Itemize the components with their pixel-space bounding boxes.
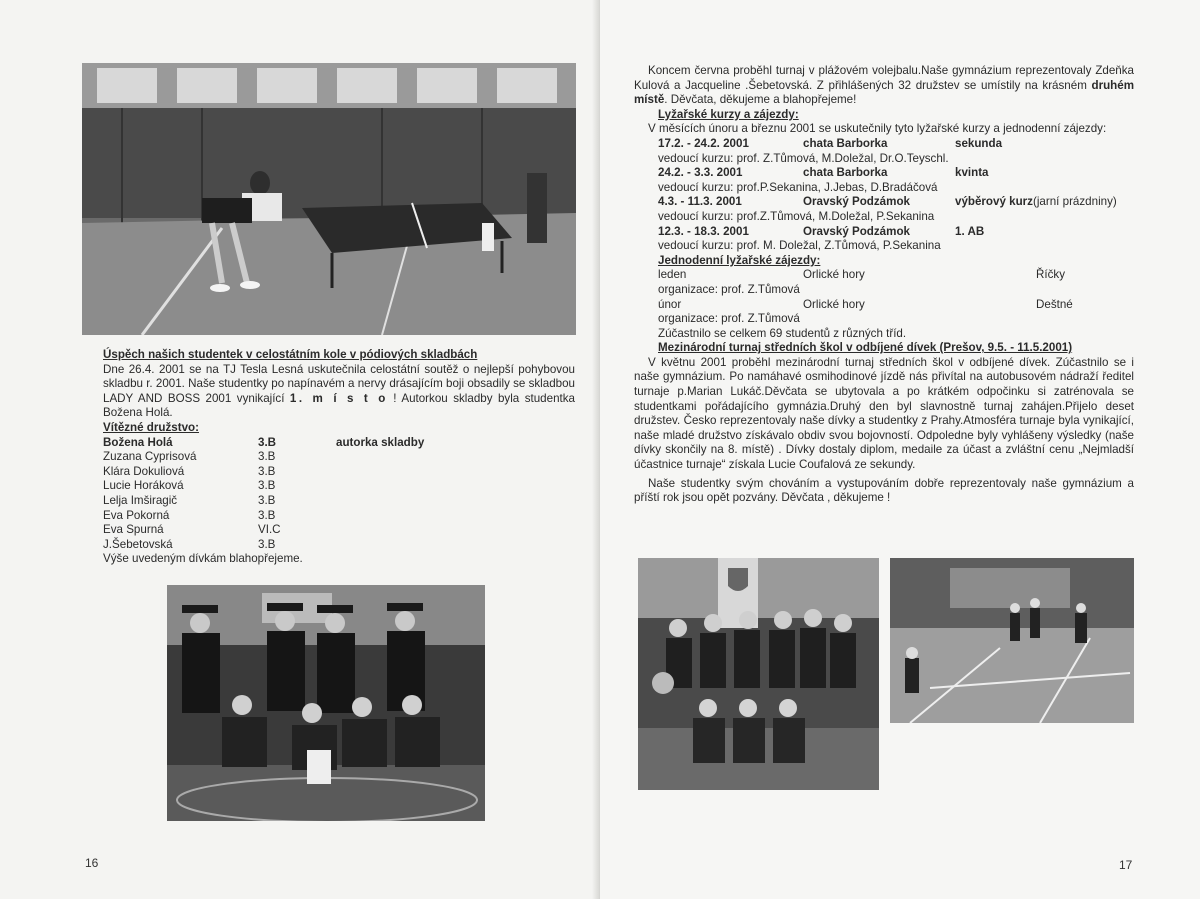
page-number-right: 17 [1119, 858, 1133, 872]
volleyball-place: druhém místě [634, 78, 1134, 107]
course-leaders: vedoucí kurzu: prof.Z.Tůmová, M.Doležal, P.Sekanina [658, 209, 935, 223]
right-page [600, 0, 1200, 899]
course-leaders: vedoucí kurzu: prof. Z.Tůmová, M.Doležal, Dr.O.Teyschl. [658, 151, 949, 165]
course-place: chata Barborka [803, 136, 888, 150]
dance-team-photo-icon [167, 585, 485, 821]
course-row [658, 166, 1134, 181]
team-member-class: 3.B [258, 493, 276, 507]
oneday-month: leden [658, 268, 687, 282]
volleyball-match-photo [890, 558, 1134, 723]
ski-total: Zúčastnilo se celkem 69 studentů z různých tříd. [658, 326, 907, 340]
tournament-p1: V květnu 2001 proběhl mezinárodní turnaj středních škol v odbíjené dívek. Zúčastnilo se i naše gymnázium. Po namáhavé osmihodinové jízdě nás přivítal na autobusovém nádraží ředitel turnaje p.Marian Lukáč.Děvčata se ubytovala a po krátkém odpočinku si zatrénovala se studentkami pořádajícího gymnázia.Druhý den byl slavnostně turnaj zahájen.Přijelo deset družstev. Česko reprezentovaly naše dívky a studentky z Prahy.Atmosféra turnaje byla vynikající, naše mladé družstvo získávalo obdiv svou bojovností. Odpoledne byly vyhlášeny výsledky (naše dívky skončily na 8. místě) . Dívky dostaly diplom, medaile za účast a zvláštní cenu „Nejmladší účastnice turnaje“ získala Lucie Coufalová ze sekundy. [634, 355, 1134, 472]
ski-intro: V měsících únoru a březnu 2001 se uskutečnily tyto lyžařské kurzy a jednodenní zájezdy: [648, 122, 1107, 136]
course-dates: 24.2. - 3.3. 2001 [658, 166, 743, 180]
course-dates: 12.3. - 18.3. 2001 [658, 224, 749, 238]
page-number-left: 16 [85, 856, 99, 870]
oneday-town: Deštné [1036, 297, 1073, 311]
oneday-heading: Jednodenní lyžařské zájezdy: [658, 253, 821, 267]
course-group: sekunda [955, 136, 1003, 150]
oneday-month: únor [658, 297, 682, 311]
team-member-class: VI.C [258, 523, 281, 537]
article-ski [634, 64, 1134, 506]
course-dates: 17.2. - 24.2. 2001 [658, 136, 749, 150]
team-member-note: autorka skladby [336, 435, 425, 449]
team-member-class: 3.B [258, 508, 276, 522]
volleyball-team-photo-icon [638, 558, 879, 790]
article-dance [103, 348, 575, 567]
volleyball-intro [634, 64, 1134, 108]
oneday-row [658, 298, 1134, 313]
congrats-text: Výše uvedeným dívkám blahopřejeme. [103, 552, 303, 566]
team-member-name: J.Šebetovská [103, 537, 173, 551]
table-tennis-photo [82, 63, 576, 335]
course-row [658, 225, 1134, 240]
course-extra: (jarní prázdniny) [1032, 195, 1117, 209]
team-member-class: 3.B [258, 450, 276, 464]
volleyball-match-photo-icon [890, 558, 1134, 723]
course-place: Oravský Podzámok [803, 195, 910, 209]
course-leaders: vedoucí kurzu: prof.P.Sekanina, J.Jebas, D.Bradáčová [658, 180, 938, 194]
course-row [658, 137, 1134, 152]
team-row [103, 436, 575, 451]
article-dance-title: Úspěch našich studentek v celostátním kole v pódiových skladbách [103, 348, 478, 361]
team-member-name: Zuzana Cyprisová [103, 450, 197, 464]
team-member-name: Božena Holá [103, 435, 173, 449]
tournament-heading: Mezinárodní turnaj středních škol v odbíjené dívek (Prešov, 9.5. - 11.5.2001) [658, 341, 1073, 355]
oneday-org: organizace: prof. Z.Tůmová [658, 312, 800, 326]
team-row [103, 523, 575, 538]
course-place: Oravský Podzámok [803, 224, 910, 238]
oneday-place: Orlické hory [803, 297, 865, 311]
team-row [103, 479, 575, 494]
course-place: chata Barborka [803, 166, 888, 180]
oneday-place: Orlické hory [803, 268, 865, 282]
team-heading: Vítězné družstvo: [103, 420, 199, 434]
ski-courses [658, 137, 1134, 341]
article-dance-place: 1. m í s t o [289, 391, 388, 405]
course-group: kvinta [955, 166, 989, 180]
team-row [103, 509, 575, 524]
team-member-class: 3.B [258, 464, 276, 478]
team-member-class: 3.B [258, 435, 277, 449]
course-leaders: vedoucí kurzu: prof. M. Doležal, Z.Tůmová, P.Sekanina [658, 239, 941, 253]
oneday-row [658, 268, 1134, 283]
team-row [103, 494, 575, 509]
course-group: 1. AB [955, 224, 985, 238]
team-row [103, 465, 575, 480]
team-member-name: Lucie Horáková [103, 479, 184, 493]
article-dance-body-post: ! Autorkou skladby byla studentka Božena Holá. [103, 391, 575, 420]
course-group: výběrový kurz [955, 195, 1033, 209]
team-member-name: Lelja Imširagič [103, 493, 178, 507]
course-row [658, 195, 1134, 210]
volleyball-intro-pre: Koncem června proběhl turnaj v plážovém volejbalu.Naše gymnázium reprezentovaly Zdeňka Kulová a Jacqueline .Šebetovská. Z přihlášených 32 družstev se umístily na krásném [634, 64, 1134, 92]
ski-heading: Lyžařské kurzy a zájezdy: [658, 107, 799, 121]
article-dance-body-pre: Dne 26.4. 2001 se na TJ Tesla Lesná uskutečnila celostátní soutěž o nejlepší pohybovou skladbu r. 2001. Naše studentky po napínavém a nervy drásajícím boji obsadily se skladbou LADY AND BOSS 2001 vynikající [103, 362, 575, 405]
volleyball-team-photo [638, 558, 879, 790]
team-member-class: 3.B [258, 537, 276, 551]
team-member-name: Eva Spurná [103, 523, 164, 537]
team-member-class: 3.B [258, 479, 276, 493]
course-dates: 4.3. - 11.3. 2001 [658, 195, 742, 209]
article-dance-body [103, 363, 575, 421]
dance-team-photo [167, 585, 485, 821]
table-tennis-photo-icon [82, 63, 576, 335]
volleyball-intro-post: . Děvčata, děkujeme a blahopřejeme! [664, 93, 857, 107]
team-member-name: Eva Pokorná [103, 508, 170, 522]
team-row [103, 538, 575, 553]
team-member-name: Klára Dokuliová [103, 464, 185, 478]
team-row [103, 450, 575, 465]
oneday-town: Říčky [1036, 268, 1065, 282]
oneday-org: organizace: prof. Z.Tůmová [658, 282, 800, 296]
tournament-p2: Naše studentky svým chováním a vystupováním dobře reprezentovaly naše gymnázium a příští rok jsou opět pozvány. Děvčata , děkujeme ! [634, 476, 1134, 505]
